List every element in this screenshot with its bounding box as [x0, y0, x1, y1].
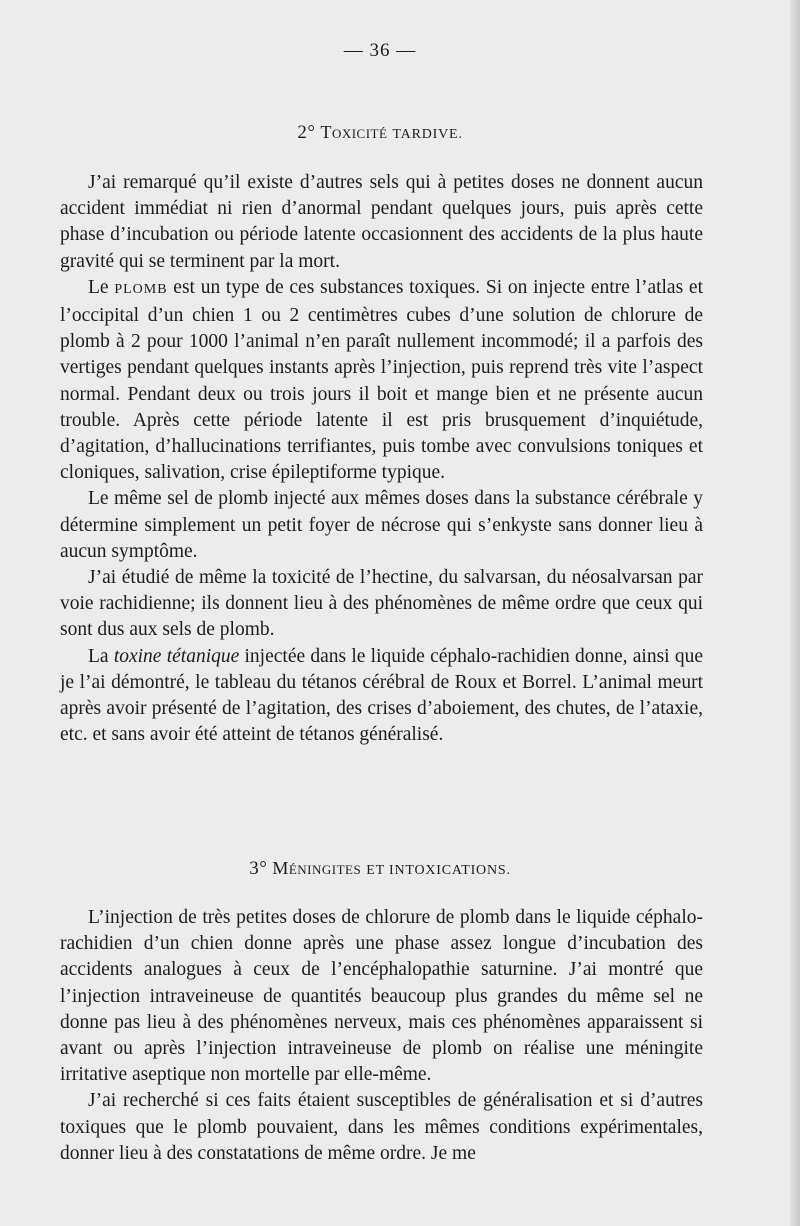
section-3-heading	[0, 858, 760, 880]
paragraph-text: Le	[88, 276, 115, 298]
paragraph-text: J’ai recherché si ces faits étaient susceptibles de généralisation et si d’autres toxiques que le plomb pouvaient, dans les mêmes conditions expérimentales, donner lieu à des constatations de même ordre. Je me	[60, 1090, 703, 1164]
section-2-body	[60, 170, 703, 748]
paragraph-text: J’ai remarqué qu’il existe d’autres sels qui à petites doses ne donnent aucun accident immédiat ni rien d’anormal pendant quelques jours, puis après cette phase d’incubation ou période latente occasionnent des accidents de la plus haute gravité qui se terminent par la mort.	[60, 172, 703, 272]
paragraph-text: injectée dans le liquide céphalo-rachidien donne, ainsi que je l’ai démontré, le tableau du tétanos cérébral de Roux et Borrel. L’animal meurt après avoir présenté de l’agitation, des crises d’aboiement, des chutes, de l’ataxie, etc. et sans avoir été atteint de tétanos généralisé.	[60, 645, 703, 746]
paragraph	[60, 1088, 703, 1167]
page-number: — 36 —	[343, 40, 417, 61]
section-2-number: 2°	[297, 122, 316, 143]
section-2-heading	[0, 122, 760, 144]
paragraph	[60, 905, 703, 1088]
section-3-title-first: Méningites	[272, 858, 362, 878]
paragraph-text: L’injection de très petites doses de chlorure de plomb dans le liquide céphalo-rachidien d’un chien donne après une phase assez longue d’incubation des accidents analogues à ceux de l’encéphalopathie saturnine. J’ai montré que l’injection intraveineuse de quantités beaucoup plus grandes du même sel ne donne pas lieu à des phénomènes nerveux, mais ces phénomènes apparaissent si avant ou après l’injection intraveineuse de plomb on réalise une méningite irritative aseptique non mortelle par elle-même.	[60, 907, 703, 1086]
section-3-number: 3°	[249, 858, 268, 879]
paragraph	[60, 486, 703, 565]
section-3-title-rest: ET INTOXICATIONS.	[366, 863, 511, 878]
paragraph-text: J’ai étudié de même la toxicité de l’hectine, du salvarsan, du néosalvarsan par voie rachidienne; ils donnent lieu à des phénomènes de même ordre que ceux qui sont dus aux sels de plomb.	[60, 567, 703, 641]
paragraph	[60, 275, 703, 487]
paragraph-text: est un type de ces substances toxiques. Si on injecte entre l’atlas et l’occipital d’un chien 1 ou 2 centimètres cubes d’une solution de chlorure de plomb à 2 pour 1000 l’animal n’en paraît nullement incommodé; il a parfois des vertiges pendant quelques instants après l’injection, puis reprend très vite l’aspect normal. Pendant deux ou trois jours il boit et mange bien et ne présente aucun trouble. Après cette période latente il est pris brusquement d’inquiétude, d’agitation, d’hallucinations terrifiantes, puis tombe avec convulsions toniques et cloniques, salivation, crise épileptiforme typique.	[60, 276, 703, 484]
paragraph	[60, 644, 703, 749]
paragraph-text: La	[88, 645, 114, 667]
small-caps-text: PLOMB	[114, 281, 168, 297]
section-2-title-rest: TARDIVE.	[392, 127, 463, 142]
paragraph	[60, 565, 703, 644]
section-2-title-first: Toxicité	[320, 122, 388, 142]
paragraph-text: Le même sel de plomb injecté aux mêmes doses dans la substance cérébrale y détermine simplement un petit foyer de nécrose qui s’enkyste sans donner lieu à aucun symptôme.	[60, 488, 703, 562]
italic-text: toxine tétanique	[113, 645, 240, 667]
paragraph	[60, 170, 703, 275]
page-edge-shadow	[790, 0, 800, 1226]
section-3-body	[60, 905, 703, 1167]
